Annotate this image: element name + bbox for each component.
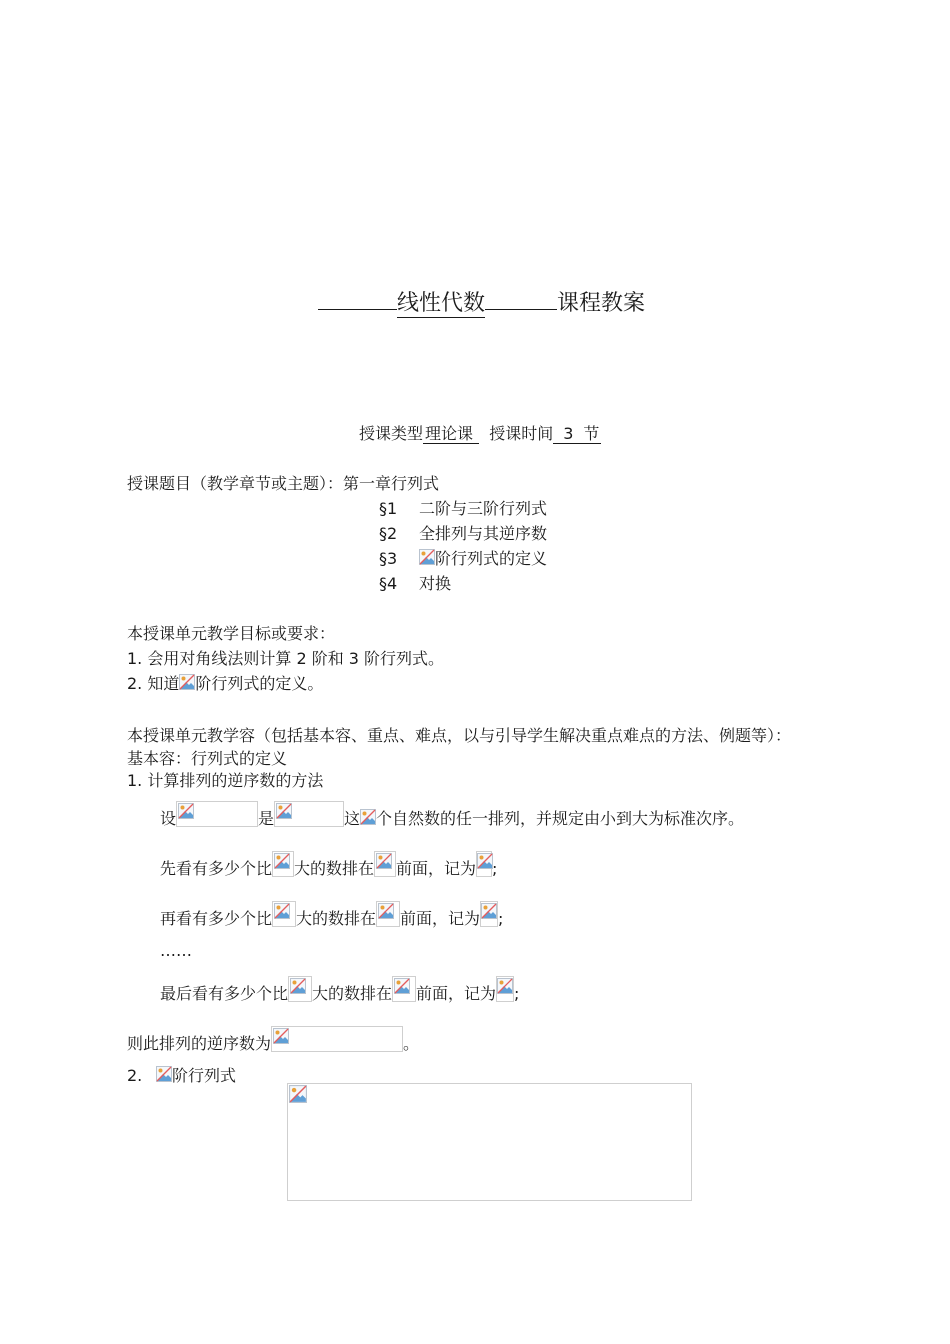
text-segment: ; bbox=[514, 984, 520, 1003]
section-text: 二阶与三阶行列式 bbox=[419, 499, 548, 518]
text-segment: 前面，记为 bbox=[400, 909, 481, 928]
topic-label: 授课题目（教学章节或主题）：第一章行列式 bbox=[127, 474, 440, 493]
broken-image-icon bbox=[376, 901, 400, 927]
item-number: 2. bbox=[127, 1066, 143, 1085]
text-segment: 设 bbox=[160, 809, 177, 828]
goals-heading: 本授课单元教学目标或要求： bbox=[127, 624, 336, 643]
broken-image-icon bbox=[156, 1065, 172, 1083]
text-segment: ; bbox=[498, 909, 504, 928]
inversion-step bbox=[160, 851, 497, 879]
inversion-conclusion bbox=[127, 1026, 419, 1054]
broken-image-icon bbox=[179, 673, 195, 691]
time-unit: 节 bbox=[583, 424, 600, 443]
text-segment: 大的数排在 bbox=[296, 909, 377, 928]
broken-image-icon bbox=[272, 851, 294, 877]
inversion-step bbox=[160, 976, 519, 1004]
type-label: 授课类型 bbox=[359, 424, 424, 443]
text-segment: 先看有多少个比 bbox=[160, 859, 273, 878]
broken-image-icon bbox=[374, 851, 396, 877]
text-segment: 则此排列的逆序数为 bbox=[127, 1034, 272, 1053]
broken-image-icon bbox=[419, 548, 435, 566]
text-segment: 前面，记为 bbox=[396, 859, 477, 878]
text-segment: 大的数排在 bbox=[294, 859, 375, 878]
ellipsis: …… bbox=[160, 941, 192, 960]
text-segment: 这 bbox=[344, 809, 361, 828]
text-segment: 个自然数的任一排列，并规定由小到大为标准次序。 bbox=[376, 809, 745, 828]
text-segment: ; bbox=[492, 859, 498, 878]
basic-content: 基本容：行列式的定义 bbox=[127, 749, 288, 768]
section-num: §3 bbox=[379, 549, 398, 568]
broken-image-icon bbox=[480, 901, 498, 927]
content-item: 1. 计算排列的逆序数的方法 bbox=[127, 771, 324, 790]
section-num: §4 bbox=[379, 574, 398, 593]
section-num: §1 bbox=[379, 499, 398, 518]
text-segment: 。 bbox=[403, 1034, 420, 1053]
time-label: 授课时间 bbox=[489, 424, 554, 443]
text-segment: 再看有多少个比 bbox=[160, 909, 273, 928]
text-segment: 最后看有多少个比 bbox=[160, 984, 289, 1003]
inversion-step bbox=[160, 901, 503, 929]
page-title bbox=[318, 286, 645, 318]
title-underline-right bbox=[485, 309, 557, 310]
broken-image-icon bbox=[176, 801, 258, 827]
goal-item-prefix: 2. 知道 bbox=[127, 674, 180, 693]
broken-image-icon bbox=[288, 976, 312, 1002]
broken-image-icon bbox=[289, 1085, 307, 1103]
time-value: 3 bbox=[553, 424, 583, 444]
course-info bbox=[359, 421, 601, 444]
goal-item: 1. 会用对角线法则计算 2 阶和 3 阶行列式。 bbox=[127, 649, 445, 668]
goal-item-suffix: 阶行列式的定义。 bbox=[195, 674, 324, 693]
section-item bbox=[379, 546, 547, 569]
item-text: 阶行列式 bbox=[172, 1066, 237, 1085]
section-text: 阶行列式的定义 bbox=[435, 549, 548, 568]
goal-item bbox=[127, 671, 323, 694]
content-item bbox=[127, 1063, 236, 1086]
content-heading: 本授课单元教学容（包括基本容、重点、难点，以与引导学生解决重点难点的方法、例题等）： bbox=[127, 726, 792, 745]
permutation-line bbox=[160, 801, 744, 829]
broken-image-icon bbox=[392, 976, 416, 1002]
broken-image-icon bbox=[274, 801, 344, 827]
formula-image-placeholder bbox=[287, 1083, 692, 1201]
broken-image-icon bbox=[271, 1026, 403, 1052]
broken-image-icon bbox=[476, 851, 492, 877]
section-item bbox=[379, 571, 451, 594]
title-subject: 线性代数 bbox=[397, 291, 486, 316]
broken-image-icon bbox=[360, 808, 376, 826]
section-text: 全排列与其逆序数 bbox=[419, 524, 548, 543]
broken-image-icon bbox=[272, 901, 296, 927]
title-suffix: 课程教案 bbox=[557, 291, 646, 316]
section-num: §2 bbox=[379, 524, 398, 543]
text-segment: 大的数排在 bbox=[312, 984, 393, 1003]
text-segment: 是 bbox=[258, 809, 275, 828]
title-underline-left bbox=[318, 309, 397, 310]
section-item bbox=[379, 521, 547, 544]
section-text: 对换 bbox=[419, 574, 452, 593]
broken-image-icon bbox=[496, 976, 514, 1002]
text-segment: 前面，记为 bbox=[416, 984, 497, 1003]
section-item bbox=[379, 496, 547, 519]
type-value: 理论课 bbox=[423, 424, 479, 444]
